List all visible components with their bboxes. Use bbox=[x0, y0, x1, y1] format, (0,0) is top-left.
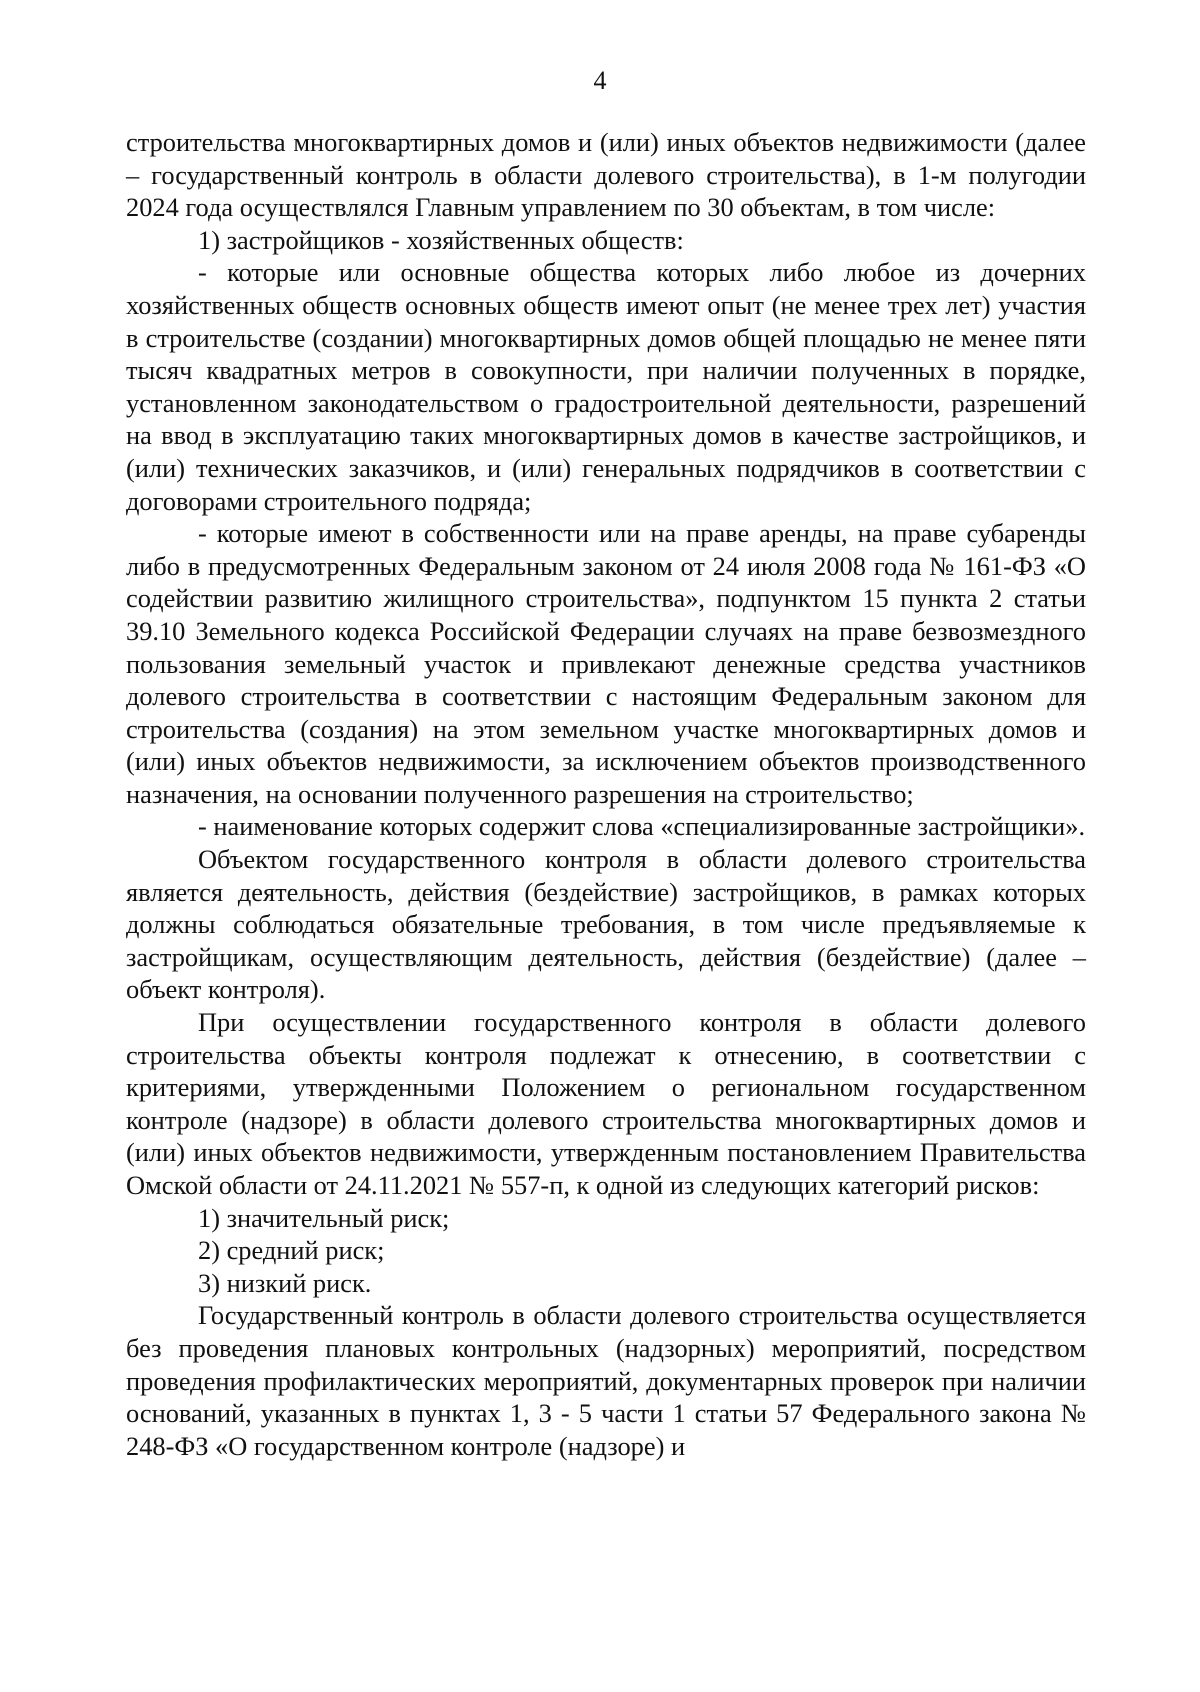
paragraph-experience-criterion: - которые или основные общества которых либо любое из дочерних хозяйственных обществ основных обществ имеют опыт (не менее трех лет) участия в строительстве (создании) многоквартирных домов общей площадью не менее пяти тысяч квадратных метров в совокупности, при наличии полученных в порядке, установленном законодательством о градостроительной деятельности, разрешений на ввод в эксплуатацию таких многоквартирных домов в качестве застройщиков, и (или) технических заказчиков, и (или) генеральных подрядчиков в соответствии с договорами строительного подряда; bbox=[126, 257, 1086, 516]
paragraph-land-criterion: - которые имеют в собственности или на праве аренды, на праве субаренды либо в предусмотренных Федеральным законом от 24 июля 2008 года № 161-ФЗ «О содействии развитию жилищного строительства», подпунктом 15 пункта 2 статьи 39.10 Земельного кодекса Российской Федерации случаях на праве безвозмездного пользования земельный участок и привлекают денежные средства участников долевого строительства в соответствии с настоящим Федеральным законом для строительства (создания) на этом земельном участке многоквартирных домов и (или) иных объектов недвижимости, за исключением объектов производственного назначения, на основании полученного разрешения на строительство; bbox=[126, 518, 1086, 809]
page-number: 4 bbox=[593, 66, 607, 95]
list-item-medium-risk: 2) средний риск; bbox=[198, 1235, 385, 1266]
paragraph-control-procedure: Государственный контроль в области долевого строительства осуществляется без проведения плановых контрольных (надзорных) мероприятий, посредством проведения профилактических мероприятий, документарных проверок при наличии оснований, указанных в пунктах 1, 3 - 5 части 1 статьи 57 Федерального закона № 248-ФЗ «О государственном контроле (надзоре) и bbox=[126, 1300, 1086, 1461]
paragraph-continuation: строительства многоквартирных домов и (или) иных объектов недвижимости (далее – государственный контроль в области долевого строительства), в 1-м полугодии 2024 года осуществлялся Главным управлением по 30 объектам, в том числе: bbox=[126, 127, 1086, 223]
list-item-developers: 1) застройщиков - хозяйственных обществ: bbox=[198, 224, 684, 255]
paragraph-risk-categories: При осуществлении государственного контроля в области долевого строительства объекты контроля подлежат к отнесению, в соответствии с критериями, утвержденными Положением о региональном государственном контроле (надзоре) в области долевого строительства многоквартирных домов и (или) иных объектов недвижимости, утвержденным постановлением Правительства Омской области от 24.11.2021 № 557-п, к одной из следующих категорий рисков: bbox=[126, 1007, 1086, 1200]
document-body bbox=[126, 126, 1086, 1462]
list-item-significant-risk: 1) значительный риск; bbox=[198, 1202, 450, 1233]
paragraph-control-object: Объектом государственного контроля в области долевого строительства является деятельность, действия (бездействие) застройщиков, в рамках которых должны соблюдаться обязательные требования, в том числе предъявляемые к застройщикам, осуществляющим деятельность, действия (бездействие) (далее – объект контроля). bbox=[126, 844, 1086, 1005]
list-item-low-risk: 3) низкий риск. bbox=[198, 1267, 372, 1298]
paragraph-name-criterion: - наименование которых содержит слова «специализированные застройщики». bbox=[198, 811, 1086, 842]
